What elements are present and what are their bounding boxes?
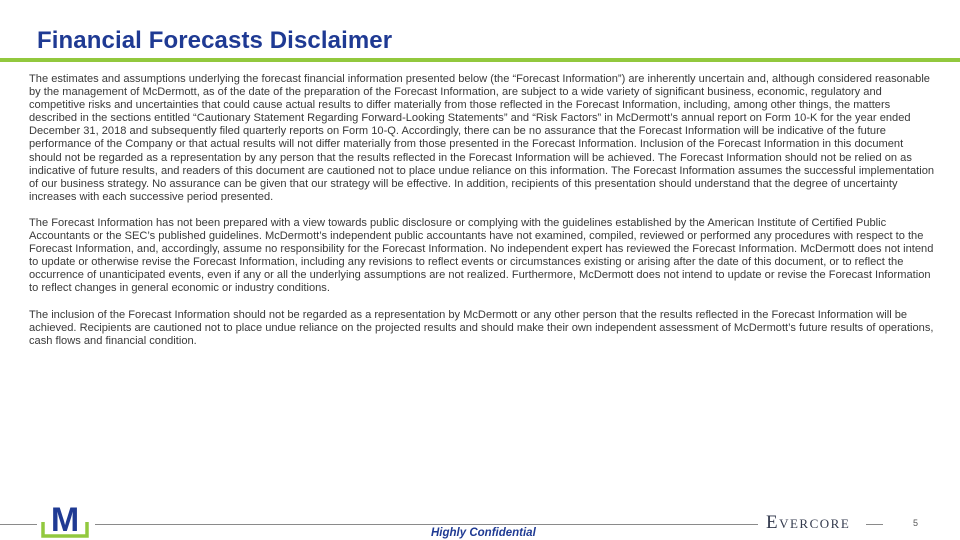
disclaimer-paragraph-3: The inclusion of the Forecast Information should not be regarded as a representation by McDermott or any other person that the results reflected in the Forecast Information will be achieved. Recipients are cautioned not to place undue reliance on the projected results and should make their own independent assessment of McDermott’s future results of operations, cash flows and financial condition. bbox=[29, 308, 934, 347]
disclaimer-body bbox=[29, 73, 935, 361]
footer-divider-right bbox=[866, 524, 883, 525]
confidentiality-label: Highly Confidential bbox=[431, 527, 536, 539]
title-divider bbox=[0, 58, 960, 62]
footer-divider-middle bbox=[95, 524, 758, 525]
footer-divider-left bbox=[0, 524, 37, 525]
mcdermott-logo-icon bbox=[41, 500, 89, 538]
page-number: 5 bbox=[913, 518, 919, 528]
evercore-logo: Evercore bbox=[766, 512, 851, 533]
page-title: Financial Forecasts Disclaimer bbox=[37, 27, 393, 54]
disclaimer-paragraph-1: The estimates and assumptions underlying the forecast financial information presented below (the “Forecast Information”) are inherently uncertain and, although considered reasonable by the management of McDermott, as of the date of the preparation of the Forecast Information, are subject to a wide variety of significant business, economic, regulatory and competitive risks and uncertainties that could cause actual results to differ materially from those reflected in the Forecast Information, including, among other things, the matters described in the sections entitled “Cautionary Statement Regarding Forward-Looking Statements” and “Risk Factors” in McDermott’s annual report on Form 10-K for the year ended December 31, 2018 and subsequently filed quarterly reports on Form 10-Q. Accordingly, there can be no assurance that the Forecast Information will be indicative of the future performance of the Company or that actual results will not differ materially from those presented in the Forecast Information. Inclusion of the Forecast Information in this document should not be regarded as a representation by any person that the results reflected in the Forecast Information will be achieved. The Forecast Information should not be relied on as indicative of future results, and readers of this document are cautioned not to place undue reliance on this information. The Forecast Information assumes the successful implementation of our business strategy. No assurance can be given that our strategy will be effective. In addition, recipients of this presentation should understand that the degree of uncertainty increases with each successive period presented. bbox=[29, 73, 935, 203]
disclaimer-paragraph-2: The Forecast Information has not been prepared with a view towards public disclosure or complying with the guidelines established by the American Institute of Certified Public Accountants or the SEC’s published guidelines. McDermott’s independent public accountants have not examined, compiled, reviewed or performed any procedures with respect to the Forecast Information, and, accordingly, assume no responsibility for the Forecast Information. No independent expert has reviewed the Forecast Information. McDermott does not intend to update or otherwise revise the Forecast Information, including any revisions to reflect events or circumstances existing or arising after the date of this document, or to reflect the occurrence of unanticipated events, even if any or all the underlying assumptions are not realized. Furthermore, McDermott does not intend to update or revise the Forecast Information to reflect changes in general economic or industry conditions. bbox=[29, 216, 934, 295]
logo-letter: M bbox=[50, 501, 80, 538]
